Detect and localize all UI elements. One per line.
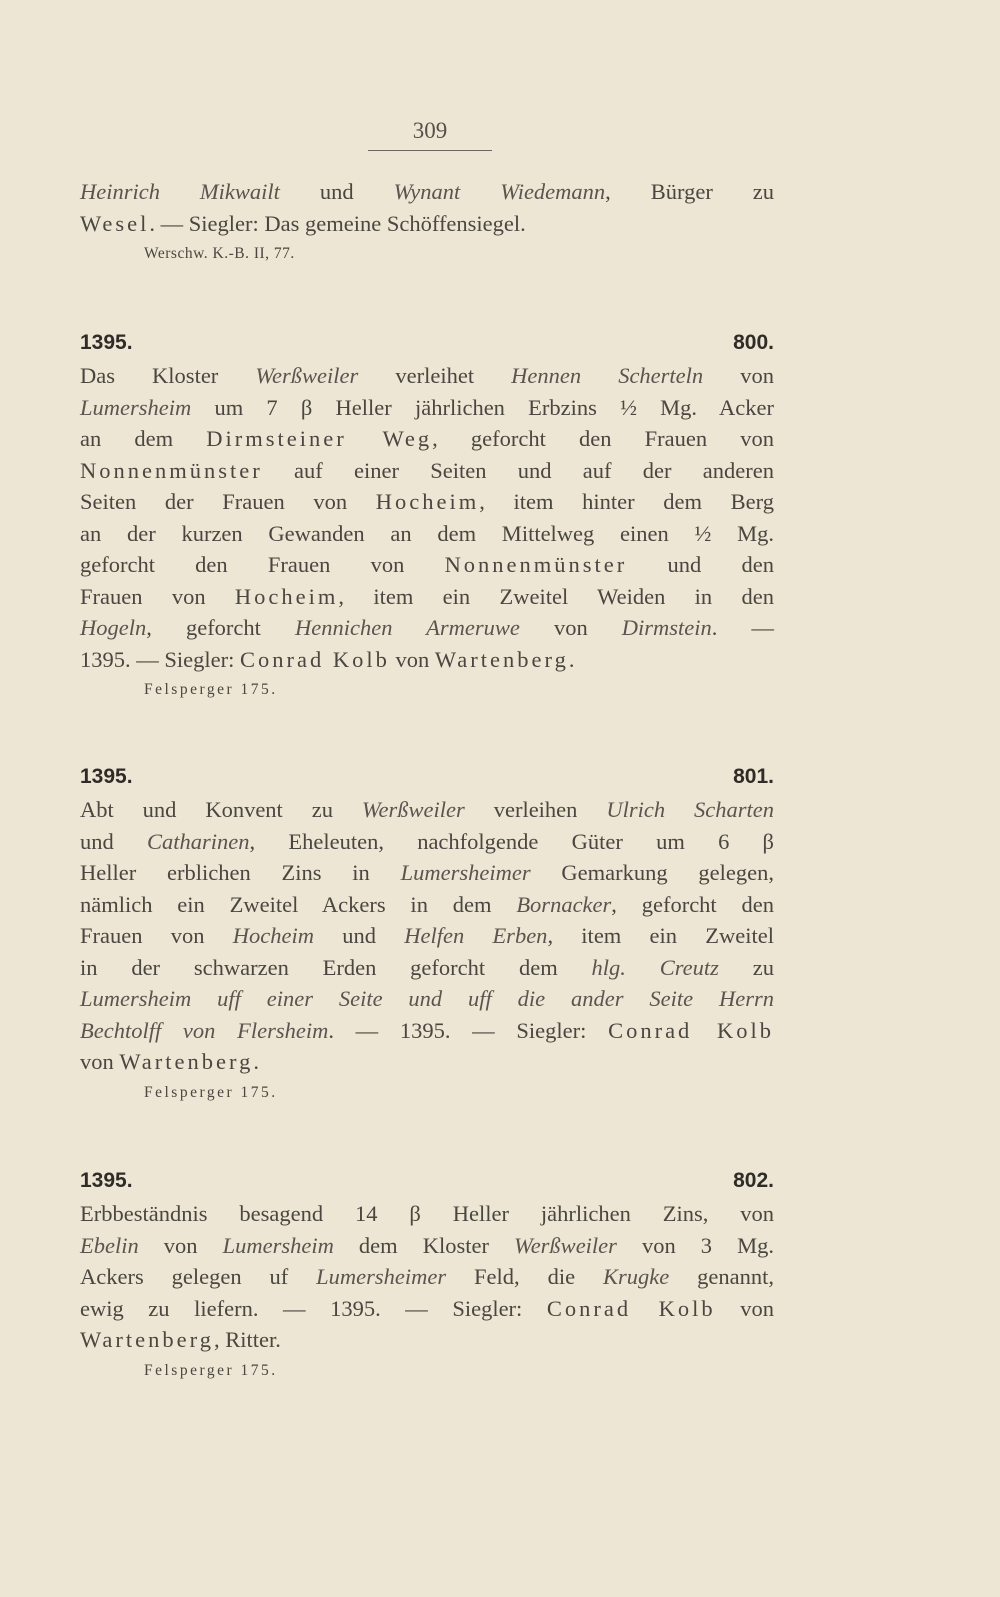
spaced-name: Hocheim — [234, 583, 339, 609]
italic-name: Krugke — [602, 1264, 670, 1289]
italic-name: Lumersheim uff einer Seite und uff die ander Seite Herrn — [80, 986, 774, 1011]
italic-name: Helfen Erben — [404, 923, 548, 948]
text-run: Feld, die — [446, 1264, 603, 1289]
entry-source: Felsperger 175. — [144, 1361, 278, 1379]
page-number: 309 — [412, 118, 448, 143]
text-run: Seiten der Frauen von — [80, 489, 376, 514]
text-run: , Bürger zu — [605, 179, 775, 204]
text-run: geforcht den Frauen von — [80, 552, 445, 577]
text-line — [80, 857, 774, 889]
text-run: verleihen — [464, 797, 607, 822]
italic-name: Hocheim — [232, 923, 314, 948]
entry-number: 801. — [733, 765, 774, 788]
text-run: Ackers gelegen uf — [80, 1264, 317, 1289]
text-run: . — Siegler: Das gemeine Schöffensiegel. — [149, 210, 526, 236]
continuation-block — [80, 176, 774, 269]
text-run: von — [715, 1295, 775, 1321]
text-run: , geforcht den — [611, 891, 774, 917]
entry-header — [80, 1164, 774, 1198]
entry-header — [80, 326, 774, 360]
text-line — [80, 920, 774, 952]
text-run: von — [389, 646, 435, 672]
italic-name: Lumersheimer — [400, 860, 531, 885]
italic-name: Ulrich Scharten — [606, 797, 774, 822]
text-run: , geforcht — [146, 615, 295, 640]
text-run: ewig zu liefern. — 1395. — Siegler: — [80, 1295, 547, 1321]
italic-name: Hogeln — [80, 615, 147, 640]
text-run: , Ritter. — [213, 1327, 281, 1352]
text-run: . — [253, 1049, 259, 1074]
italic-name: Wynant Wiedemann — [393, 179, 606, 204]
continuation-text — [80, 176, 774, 239]
entry-header — [80, 760, 774, 794]
italic-name: Lumersheim — [222, 1232, 334, 1258]
italic-name: Catharinen — [147, 828, 250, 854]
text-line — [80, 486, 774, 518]
text-run: Gemarkung gelegen, — [530, 860, 774, 885]
text-line — [80, 423, 774, 455]
spaced-name: Conrad Kolb — [608, 1017, 774, 1043]
entry-number: 800. — [733, 331, 774, 354]
text-run: an dem — [80, 426, 207, 451]
text-run: auf einer Seiten und auf der anderen — [262, 457, 774, 483]
entry-802 — [80, 1164, 774, 1386]
spaced-name: Conrad Kolb — [239, 646, 390, 672]
entry-source: Felsperger 175. — [144, 1083, 278, 1101]
text-line — [80, 455, 774, 487]
text-run: und — [313, 923, 405, 948]
text-run: , item ein Zweitel Weiden in den — [338, 583, 774, 609]
entry-801 — [80, 760, 774, 1108]
text-run: in der schwarzen Erden geforcht dem — [80, 954, 592, 980]
text-run: von — [138, 1232, 223, 1258]
italic-name: Werßweiler — [514, 1232, 617, 1258]
italic-name: Bechtolff von Flersheim — [80, 1017, 329, 1043]
entry-year: 1395. — [80, 1169, 133, 1192]
italic-name: Heinrich Mikwailt — [80, 179, 280, 204]
text-line — [80, 644, 774, 676]
spaced-name: Wartenberg — [434, 646, 569, 672]
text-run: Frauen von — [80, 583, 235, 609]
text-run: , Eheleuten, nachfolgende Güter um 6 β — [249, 828, 775, 854]
italic-name: hlg. Creutz — [591, 954, 719, 980]
text-run: . — — [711, 615, 775, 640]
italic-name: Ebelin — [80, 1232, 139, 1258]
text-run: und — [279, 179, 394, 204]
text-run: und den — [627, 552, 774, 577]
entry-800 — [80, 326, 774, 705]
text-run: um 7 β Heller jährlichen Erbzins ½ Mg. Acker — [191, 394, 774, 420]
entry-text — [80, 1198, 774, 1356]
text-line — [80, 549, 774, 581]
spaced-name: Conrad Kolb — [546, 1295, 716, 1321]
spaced-name: Wartenberg — [119, 1049, 254, 1074]
text-line — [80, 1015, 774, 1047]
page-number-rule — [368, 150, 492, 151]
text-run: , item hinter dem Berg — [479, 489, 775, 514]
text-run: an der kurzen Gewanden an dem Mittelweg einen ½ Mg. — [80, 520, 774, 546]
text-line — [80, 392, 774, 424]
italic-name: Werßweiler — [255, 363, 359, 388]
text-line — [80, 794, 774, 826]
text-line — [80, 1046, 774, 1078]
text-run: genannt, — [669, 1264, 774, 1289]
text-line — [80, 826, 774, 858]
text-line — [80, 208, 774, 240]
text-run: 1395. — Siegler: — [80, 646, 240, 672]
text-run: von 3 Mg. — [616, 1232, 774, 1258]
italic-name: Hennichen Armeruwe — [295, 615, 520, 640]
text-line — [80, 1198, 774, 1230]
text-line — [80, 983, 774, 1015]
italic-name: Bornacker — [516, 891, 612, 917]
text-run: von — [519, 615, 622, 640]
italic-name: Lumersheim — [80, 394, 192, 420]
text-line — [80, 360, 774, 392]
italic-name: Dirmstein — [621, 615, 712, 640]
text-run: und — [80, 828, 147, 854]
entry-number: 802. — [733, 1169, 774, 1192]
text-line — [80, 612, 774, 644]
text-line — [80, 581, 774, 613]
text-run: . — [568, 646, 575, 672]
text-line — [80, 176, 774, 208]
text-run: Abt und Konvent zu — [80, 797, 362, 822]
entry-source: Felsperger 175. — [144, 681, 278, 698]
text-line — [80, 1230, 774, 1262]
text-run: Frauen von — [80, 923, 233, 948]
italic-name: Lumersheimer — [316, 1264, 447, 1289]
italic-name: Werßweiler — [361, 797, 465, 822]
text-run: dem Kloster — [333, 1232, 515, 1258]
entry-year: 1395. — [80, 765, 133, 788]
text-run: verleihet — [358, 363, 512, 388]
spaced-name: Hocheim — [375, 489, 480, 514]
text-run: Erbbeständnis besagend 14 β Heller jährlichen Zins, von — [80, 1201, 774, 1226]
text-line — [80, 518, 774, 550]
text-run: von — [703, 363, 774, 388]
text-run: , geforcht den Frauen von — [432, 426, 774, 451]
text-run: Das Kloster — [80, 363, 256, 388]
text-run: Heller erblichen Zins in — [80, 860, 401, 885]
italic-name: Hennen Scherteln — [511, 363, 704, 388]
spaced-name: Nonnenmünster — [444, 552, 628, 577]
text-run: nämlich ein Zweitel Ackers in dem — [80, 891, 517, 917]
text-line — [80, 1261, 774, 1293]
text-run: . — 1395. — Siegler: — [328, 1017, 609, 1043]
entry-year: 1395. — [80, 331, 133, 354]
entry-text — [80, 360, 774, 675]
spaced-name: Nonnenmünster — [80, 457, 263, 483]
text-run: von — [80, 1049, 120, 1074]
spaced-name: Wesel — [80, 210, 150, 236]
text-run: zu — [718, 954, 774, 980]
text-line — [80, 889, 774, 921]
text-line — [80, 1293, 774, 1325]
text-line — [80, 1324, 774, 1356]
spaced-name: Dirmsteiner Weg — [206, 426, 433, 451]
spaced-name: Wartenberg — [80, 1327, 214, 1352]
entry-text — [80, 794, 774, 1078]
continuation-source: Werschw. K.-B. II, 77. — [144, 245, 295, 262]
text-line — [80, 952, 774, 984]
text-run: , item ein Zweitel — [547, 923, 775, 948]
